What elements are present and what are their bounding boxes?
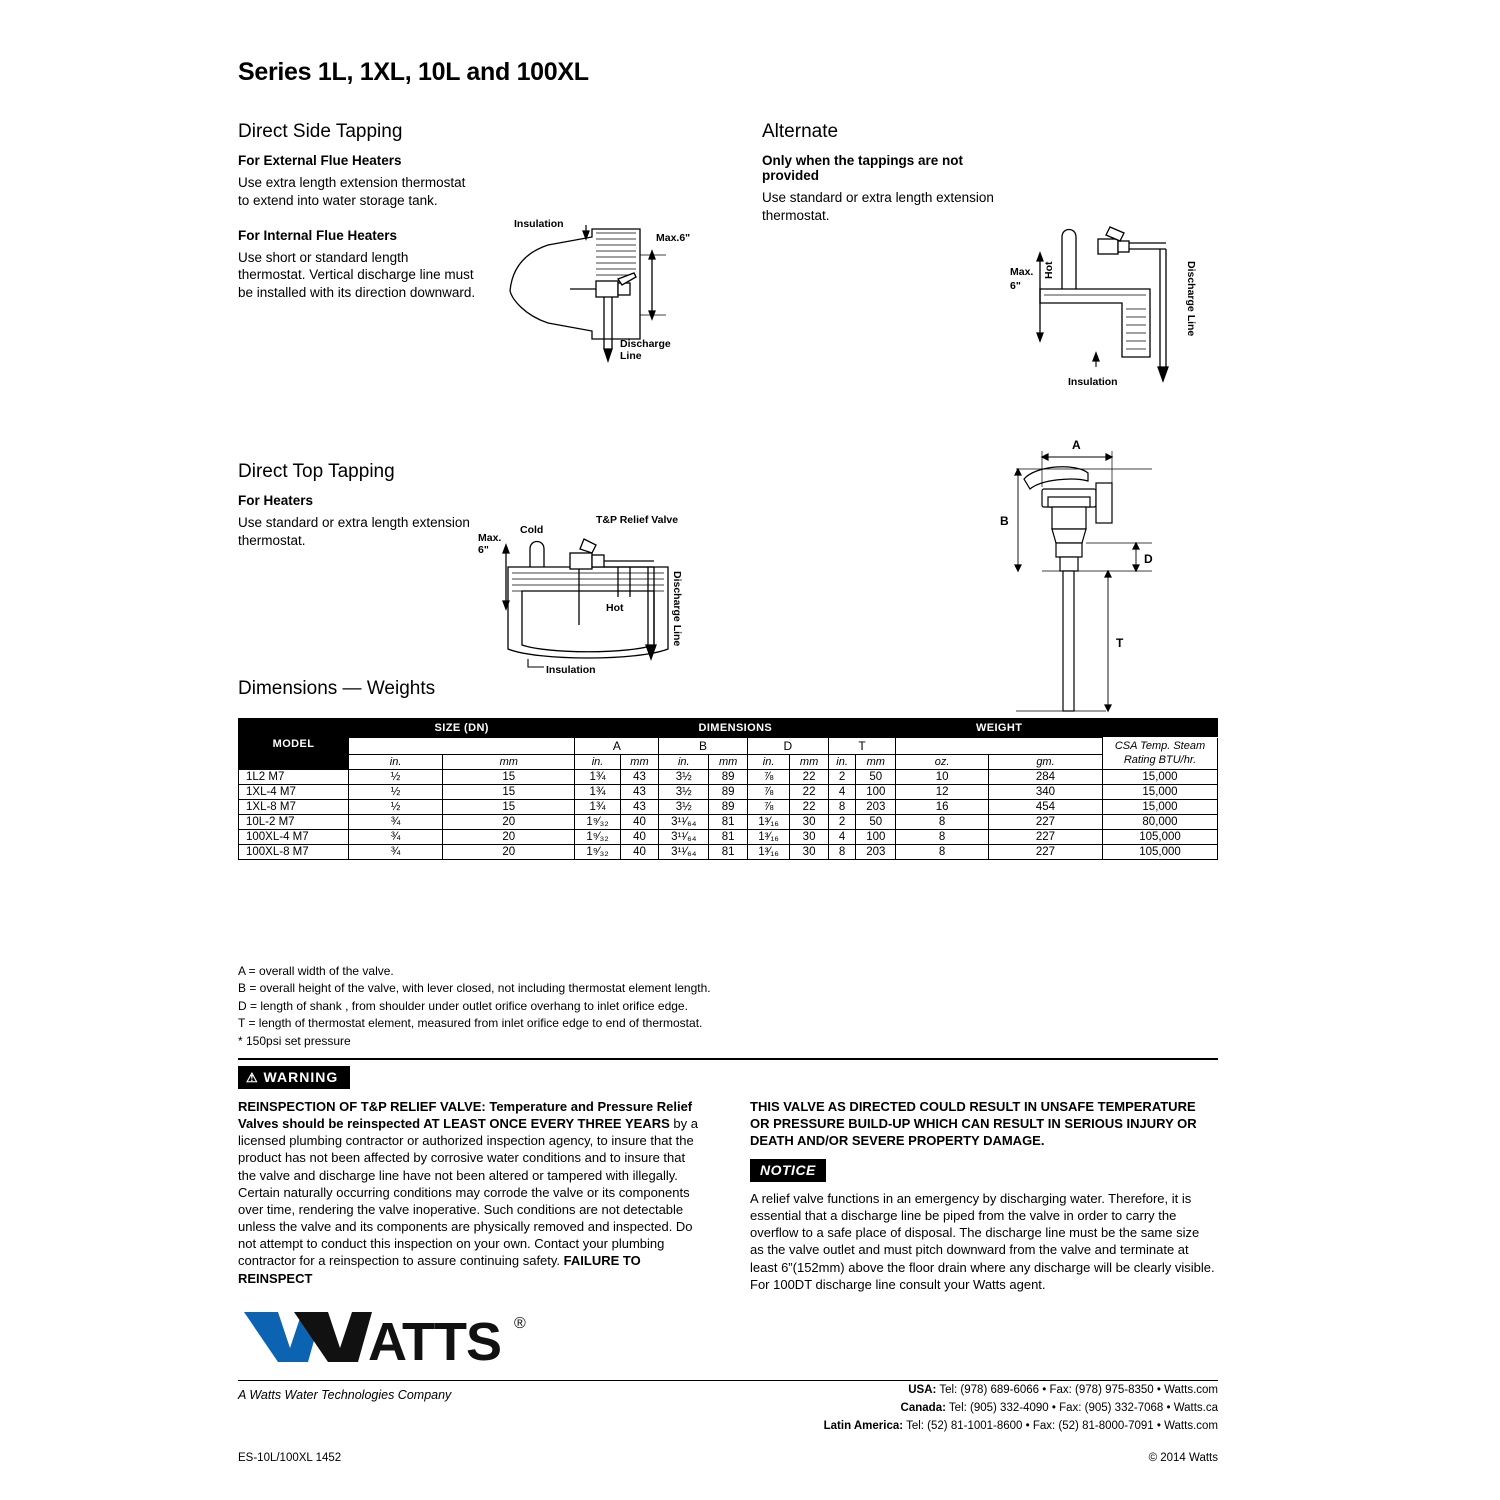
label-max6: Max.6" (656, 232, 691, 244)
col-csa-blank (1103, 719, 1218, 738)
cell-wt-oz: 16 (896, 800, 989, 815)
cell-a-in: 1¾ (575, 800, 620, 815)
cell-b-mm: 81 (709, 845, 748, 860)
label-discharge: Discharge (620, 338, 671, 350)
cell-t-mm: 203 (856, 800, 896, 815)
cell-t-mm: 100 (856, 785, 896, 800)
cell-a-mm: 43 (620, 800, 659, 815)
label-insulation-top: Insulation (546, 664, 596, 676)
cell-b-in: 3¹¹⁄₆₄ (659, 845, 709, 860)
cell-csa: 105,000 (1103, 830, 1218, 845)
dimensions-table (238, 718, 1218, 860)
cell-wt-gm: 227 (988, 815, 1102, 830)
svg-text:®: ® (514, 1315, 526, 1332)
cell-t-in: 8 (828, 800, 855, 815)
cell-d-mm: 22 (790, 800, 829, 815)
cell-wt-oz: 8 (896, 845, 989, 860)
cell-b-in: 3½ (659, 770, 709, 785)
unit-wt-gm: gm. (988, 755, 1102, 770)
label-insulation-alt: Insulation (1068, 376, 1118, 388)
cell-d-in: 1³⁄₁₆ (747, 815, 789, 830)
cell-t-mm: 100 (856, 830, 896, 845)
note-t: T = length of thermostat element, measured from inlet orifice edge to end of thermostat. (238, 1016, 703, 1031)
note-d: D = length of shank , from shoulder under outlet orifice overhang to inlet orifice edge. (238, 998, 688, 1013)
label-dim-t: T (1116, 636, 1124, 650)
cell-d-mm: 22 (790, 785, 829, 800)
cell-size-in: ½ (349, 785, 443, 800)
page-content (238, 58, 1238, 1464)
label-line: Line (620, 350, 642, 362)
contact-latin-america (824, 1418, 1218, 1436)
dimensions-table-body (239, 770, 1218, 860)
cell-size-in: ¾ (349, 815, 443, 830)
cell-csa: 15,000 (1103, 785, 1218, 800)
cell-t-mm: 50 (856, 815, 896, 830)
table-row (239, 800, 1218, 815)
cell-a-in: 1⁹⁄₃₂ (575, 845, 620, 860)
table-row (239, 770, 1218, 785)
text-for-heaters: Use standard or extra length extension thermostat. (238, 515, 470, 548)
cell-csa: 15,000 (1103, 800, 1218, 815)
cell-d-in: 1³⁄₁₆ (747, 845, 789, 860)
dim-letter-t: T (828, 738, 895, 755)
section-direct-side-tapping (238, 121, 478, 320)
cell-d-mm: 30 (790, 815, 829, 830)
cell-b-in: 3½ (659, 785, 709, 800)
cell-a-mm: 40 (620, 815, 659, 830)
warning-columns (238, 1098, 1218, 1293)
contact-canada (824, 1400, 1218, 1418)
cell-wt-gm: 340 (988, 785, 1102, 800)
subheading-external-flue: For External Flue Heaters (238, 153, 402, 168)
cell-t-in: 4 (828, 785, 855, 800)
cell-model: 1XL-8 M7 (239, 800, 349, 815)
cell-size-in: ¾ (349, 845, 443, 860)
cell-b-in: 3¹¹⁄₆₄ (659, 830, 709, 845)
figure-valve-dimensions (956, 439, 1206, 739)
contact-region-latam: Latin America: (823, 1419, 904, 1432)
contact-usa (824, 1382, 1218, 1400)
cell-wt-oz: 8 (896, 830, 989, 845)
section-heading-alternate: Alternate (762, 121, 839, 142)
unit-t-in: in. (828, 755, 855, 770)
label-discharge-line-top: Discharge Line (671, 571, 683, 647)
unit-a-in: in. (575, 755, 620, 770)
unit-d-mm: mm (790, 755, 829, 770)
contact-region-canada: Canada: (900, 1401, 946, 1414)
label-dim-a: A (1072, 439, 1081, 452)
table-row (239, 815, 1218, 830)
cell-b-mm: 89 (709, 785, 748, 800)
note-b: B = overall height of the valve, with lever closed, not including thermostat element length. (238, 981, 711, 996)
upper-section (238, 121, 1238, 721)
cell-wt-gm: 227 (988, 845, 1102, 860)
label-max6-alt: 6" (1010, 280, 1021, 292)
document-code: ES-10L/100XL 1452 (238, 1452, 342, 1464)
cell-t-mm: 203 (856, 845, 896, 860)
label-discharge-line-alt: Discharge Line (1185, 261, 1197, 337)
cell-b-in: 3¹¹⁄₆₄ (659, 815, 709, 830)
dimensions-heading: Dimensions — Weights (238, 678, 436, 699)
cell-wt-oz: 8 (896, 815, 989, 830)
col-model: MODEL (239, 719, 349, 770)
unit-b-in: in. (659, 755, 709, 770)
cell-size-in: ¾ (349, 830, 443, 845)
notice-text: A relief valve functions in an emergency by discharging water. Therefore, it is essential that a discharge line be piped from the valve in order to carry the overflow to a safe place of disposal. The discharge line must be the same size as the valve outlet and must pitch downward from the valve and terminate at least 6”(152mm) above the floor drain where any discharge will be clearly visible. For 100DT discharge line consult your Watts agent. (750, 1190, 1215, 1292)
cell-t-in: 2 (828, 770, 855, 785)
cell-size-mm: 15 (443, 770, 575, 785)
contact-region-usa: USA: (908, 1384, 937, 1396)
cell-size-mm: 20 (443, 830, 575, 845)
dim-letter-a: A (575, 738, 659, 755)
label-max-6: 6" (478, 544, 489, 556)
contact-detail-usa: Tel: (978) 689-6066 • Fax: (978) 975-8350 • Watts.com (939, 1384, 1218, 1396)
subheading-internal-flue: For Internal Flue Heaters (238, 227, 398, 243)
cell-b-mm: 89 (709, 770, 748, 785)
section-heading-top-tapping: Direct Top Tapping (238, 461, 395, 482)
col-weight: WEIGHT (896, 719, 1103, 738)
unit-b-mm: mm (709, 755, 748, 770)
cell-d-in: ⅞ (747, 800, 789, 815)
cell-t-mm: 50 (856, 770, 896, 785)
cell-d-in: 1³⁄₁₆ (747, 830, 789, 845)
dim-letter-d: D (747, 738, 828, 755)
warning-triangle-icon: ⚠ (246, 1070, 259, 1085)
section-alternate (762, 121, 1002, 243)
unit-wt-oz: oz. (896, 755, 989, 770)
cell-csa: 80,000 (1103, 815, 1218, 830)
text-alternate: Use standard or extra length extension thermostat. (762, 190, 994, 223)
label-hot-alt: Hot (1043, 261, 1055, 279)
cell-size-mm: 15 (443, 800, 575, 815)
subheading-for-heaters: For Heaters (238, 493, 314, 508)
contact-detail-canada: Tel: (905) 332-4090 • Fax: (905) 332-7068 • Watts.ca (948, 1401, 1218, 1414)
table-row (239, 845, 1218, 860)
col-csa-rating: CSA Temp. Steam Rating BTU/hr. (1103, 738, 1218, 770)
cell-csa: 105,000 (1103, 845, 1218, 860)
cell-d-in: ⅞ (747, 770, 789, 785)
divider-rule (238, 1058, 1218, 1060)
cell-b-mm: 81 (709, 815, 748, 830)
warning-text-left: REINSPECTION OF T&P RELIEF VALVE: Temperature and Pressure Relief Valves should be reinspected AT LEAST ONCE EVERY THREE YEARS by a licensed plumbing contractor or authorized inspection agency, to insure that the product has not been affected by corrosive water conditions and to insure that the valve and discharge line have not been altered or tampered with illegally. Certain naturally occurring conditions may corrode the valve or its components over time, rendering the valve inoperative. Such conditions are not detectable unless the valve and its components are physically removed and inspected. Do not attempt to conduct this inspection on your own. Contact your plumbing contractor for a reinspection to assure continuing safety. FAILURE TO REINSPECT (238, 1099, 698, 1286)
note-a: A = overall width of the valve. (238, 964, 394, 978)
note-set-pressure: * 150psi set pressure (238, 1033, 351, 1048)
svg-text:ATTS: ATTS (368, 1312, 501, 1370)
col-dimensions: DIMENSIONS (575, 719, 896, 738)
cell-b-mm: 81 (709, 830, 748, 845)
table-notes (238, 963, 711, 1050)
notice-label: NOTICE (750, 1159, 826, 1181)
cell-d-mm: 30 (790, 845, 829, 860)
cell-model: 1L2 M7 (239, 770, 349, 785)
cell-b-in: 3½ (659, 800, 709, 815)
label-dim-b: B (1000, 514, 1009, 528)
cell-size-mm: 20 (443, 815, 575, 830)
copyright-notice: © 2014 Watts (1148, 1452, 1218, 1464)
cell-wt-gm: 454 (988, 800, 1102, 815)
dim-letter-b: B (659, 738, 748, 755)
contact-detail-latam: Tel: (52) 81-1001-8600 • Fax: (52) 81-8000-7091 • Watts.com (906, 1419, 1218, 1432)
label-hot: Hot (606, 602, 624, 614)
cell-size-in: ½ (349, 800, 443, 815)
warning-right-column (750, 1098, 1216, 1293)
cell-d-mm: 22 (790, 770, 829, 785)
cell-t-in: 8 (828, 845, 855, 860)
cell-model: 100XL-8 M7 (239, 845, 349, 860)
cell-size-in: ½ (349, 770, 443, 785)
watts-logo (238, 1304, 1218, 1378)
warning-bar (238, 1066, 350, 1089)
unit-a-mm: mm (620, 755, 659, 770)
unit-size-in: in. (349, 755, 443, 770)
cell-model: 100XL-4 M7 (239, 830, 349, 845)
figure-top-tapping (478, 509, 728, 689)
cell-a-in: 1¾ (575, 785, 620, 800)
cell-wt-gm: 284 (988, 770, 1102, 785)
cell-d-mm: 30 (790, 830, 829, 845)
cell-a-mm: 40 (620, 830, 659, 845)
cell-wt-oz: 12 (896, 785, 989, 800)
contact-info (824, 1382, 1218, 1435)
label-insulation: Insulation (514, 219, 564, 230)
cell-a-mm: 43 (620, 770, 659, 785)
warning-label: WARNING (263, 1069, 339, 1085)
page-footer (238, 1304, 1218, 1464)
page-title: Series 1L, 1XL, 10L and 100XL (238, 58, 589, 86)
label-max: Max. (478, 532, 502, 544)
unit-size-mm: mm (443, 755, 575, 770)
section-heading-side-tapping: Direct Side Tapping (238, 121, 403, 142)
warning-text-right: THIS VALVE AS DIRECTED COULD RESULT IN UNSAFE TEMPERATURE OR PRESSURE BUILD-UP WHICH CAN RESULT IN SERIOUS INJURY OR DEATH AND/OR SEVERE PROPERTY DAMAGE. (750, 1099, 1197, 1149)
text-external-flue: Use extra length extension thermostat to extend into water storage tank. (238, 175, 466, 208)
cell-a-in: 1¾ (575, 770, 620, 785)
cell-csa: 15,000 (1103, 770, 1218, 785)
cell-wt-gm: 227 (988, 830, 1102, 845)
subheading-alternate: Only when the tappings are not provided (762, 153, 964, 183)
unit-t-mm: mm (856, 755, 896, 770)
cell-t-in: 4 (828, 830, 855, 845)
company-tagline: A Watts Water Technologies Company (238, 1388, 452, 1402)
cell-a-mm: 40 (620, 845, 659, 860)
section-direct-top-tapping (238, 461, 478, 568)
cell-model: 10L-2 M7 (239, 815, 349, 830)
cell-a-in: 1⁹⁄₃₂ (575, 830, 620, 845)
unit-d-in: in. (747, 755, 789, 770)
col-size: SIZE (DN) (349, 719, 575, 738)
label-cold: Cold (520, 524, 544, 536)
figure-side-tapping (500, 219, 730, 379)
figure-alternate (1010, 217, 1230, 407)
label-dim-d: D (1144, 552, 1153, 566)
label-max-alt: Max. (1010, 266, 1034, 278)
cell-d-in: ⅞ (747, 785, 789, 800)
table-row (239, 830, 1218, 845)
cell-size-mm: 15 (443, 785, 575, 800)
table-row (239, 785, 1218, 800)
cell-size-mm: 20 (443, 845, 575, 860)
warning-block (238, 1058, 1218, 1293)
cell-wt-oz: 10 (896, 770, 989, 785)
cell-b-mm: 89 (709, 800, 748, 815)
text-internal-flue: Use short or standard length thermostat. Vertical discharge line must be installed with its direction downward. (238, 249, 476, 301)
cell-model: 1XL-4 M7 (239, 785, 349, 800)
cell-a-in: 1⁹⁄₃₂ (575, 815, 620, 830)
cell-a-mm: 43 (620, 785, 659, 800)
cell-t-in: 2 (828, 815, 855, 830)
label-tp-relief-valve: T&P Relief Valve (596, 514, 679, 526)
